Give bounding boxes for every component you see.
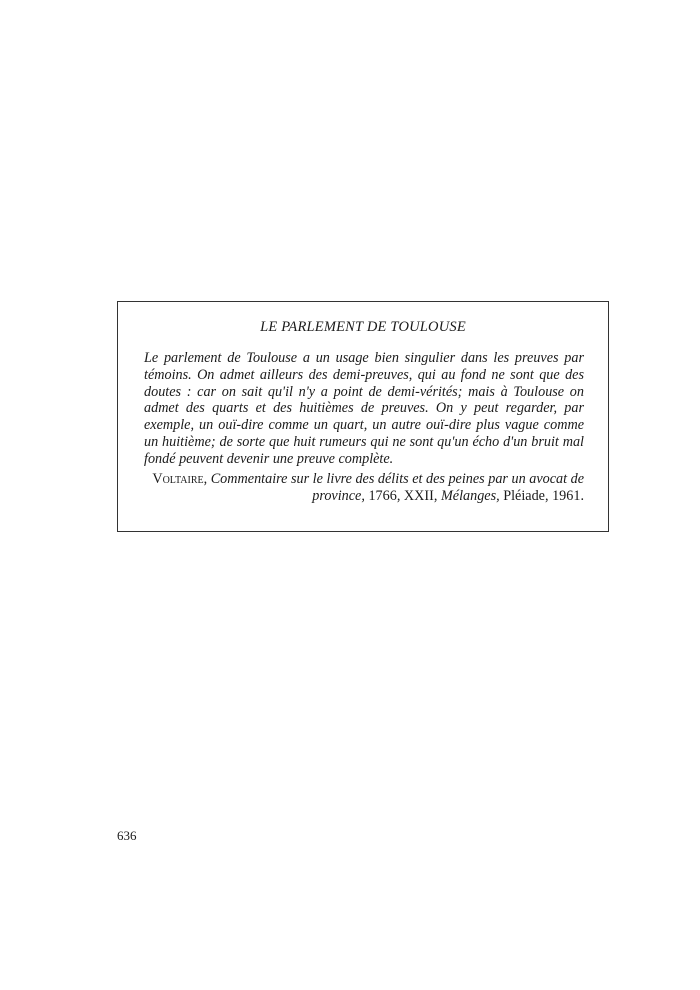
source-work: Commentaire sur le livre des délits et des peines par un avocat de province,: [210, 471, 584, 504]
source-author: Voltaire,: [152, 471, 208, 487]
source-edition: Pléiade, 1961.: [503, 487, 584, 504]
source-details: 1766, XXII,: [368, 487, 438, 504]
source-collection: Mélanges,: [440, 487, 500, 504]
page-number: 636: [117, 828, 137, 843]
quote-box: [117, 301, 609, 532]
quote-source: [148, 471, 584, 505]
quote-body: Le parlement de Toulouse a un usage bien singulier dans les preuves par témoins. On admet ailleurs des demi-preuves, qui au fond ne sont que des doutes : car on sait qu'il n'y a point de demi-vérités; mais à Toulouse on admet des quarts et des huitièmes de preuves. On y peut regarder, par exemple, un ouï-dire comme un quart, un autre ouï-dire plus vague comme un huitième; de sorte que huit rumeurs qui ne sont qu'un écho d'un bruit mal fondé peuvent devenir une preuve complète.: [144, 350, 584, 467]
quote-title: LE PARLEMENT DE TOULOUSE: [260, 319, 466, 335]
